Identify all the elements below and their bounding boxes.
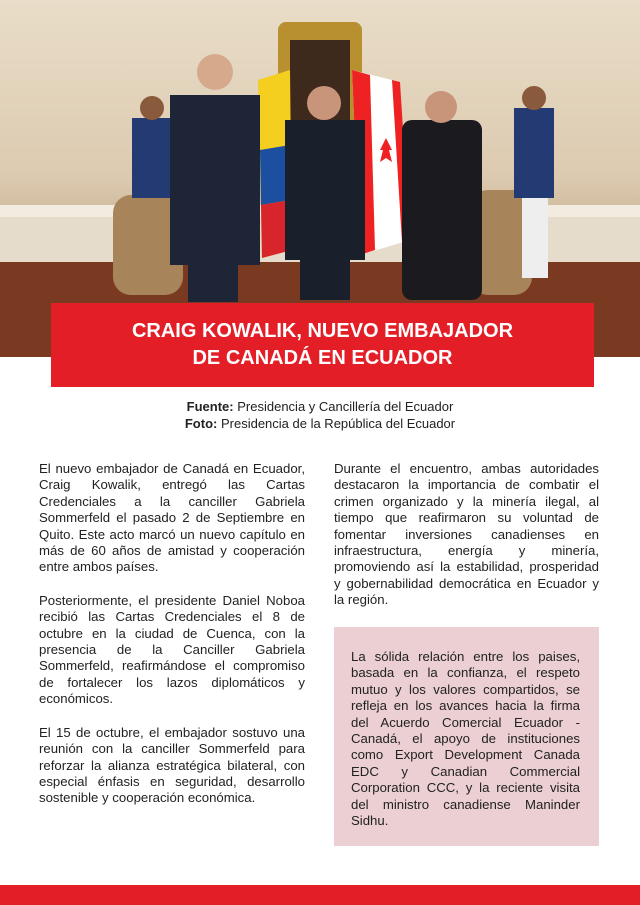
person-chancellor	[402, 120, 482, 300]
highlight-quote-box	[334, 627, 599, 846]
quote-text: La sólida relación entre los paises, basada en la confianza, el respeto mutuo y los valores compartidos, se refleja en los avances hacia la firma del Acuerdo Comercial Ecuador - Canadá, el apoyo de instituciones como Export Development Canada EDC y Canadian Commercial Corporation CCC, y la reciente visita del ministro canadiense Maninder Sidhu.	[351, 649, 580, 829]
article-title	[51, 303, 594, 387]
photo-credits	[0, 398, 640, 432]
paragraph: Durante el encuentro, ambas autoridades destacaron la importancia de combatir el crimen organizado y la minería ilegal, al tiempo que reafirmaron su voluntad de fomentar inversiones canadienses en infraestructura, energía y minería, promoviendo así la estabilidad, prosperidad y gobernabilidad democrática en Ecuador y la región.	[334, 461, 599, 608]
left-column	[39, 461, 305, 824]
paragraph: El nuevo embajador de Canadá en Ecuador, Craig Kowalik, entregó las Cartas Credenciales a la canciller Gabriela Sommerfeld el pasado 2 de Septiembre en Quito. Este acto marcó un nuevo capítulo en más de 60 años de amistad y cooperación entre ambos países.	[39, 461, 305, 575]
source-label: Fuente:	[186, 399, 234, 414]
source-credit	[0, 398, 640, 415]
title-line-1: CRAIG KOWALIK, NUEVO EMBAJADOR	[131, 320, 514, 342]
title-line-2: DE CANADÁ EN ECUADOR	[192, 347, 453, 369]
person-ambassador	[170, 95, 260, 265]
person-president	[285, 120, 365, 260]
paragraph: Posteriormente, el presidente Daniel Noboa recibió las Cartas Credenciales el 8 de octubre en la ciudad de Cuenca, con la presencia de la Canciller Gabriela Sommerfeld, reafirmándose el compromiso de fortalecer los lazos diplomáticos y económicos.	[39, 592, 305, 707]
guard-left	[132, 118, 172, 198]
guard-right	[514, 108, 554, 198]
source-value: Presidencia y Cancillería del Ecuador	[237, 399, 454, 414]
paragraph: El 15 de octubre, el embajador sostuvo una reunión con la canciller Sommerfeld para reforzar la alianza estratégica bilateral, con especial énfasis en seguridad, desarrollo sostenible y cooperación económica.	[39, 724, 305, 806]
photo-label: Foto:	[184, 416, 218, 431]
footer-bar	[0, 885, 640, 905]
photo-value: Presidencia de la República del Ecuador	[220, 416, 456, 431]
right-column	[334, 461, 599, 626]
photo-credit	[0, 415, 640, 432]
